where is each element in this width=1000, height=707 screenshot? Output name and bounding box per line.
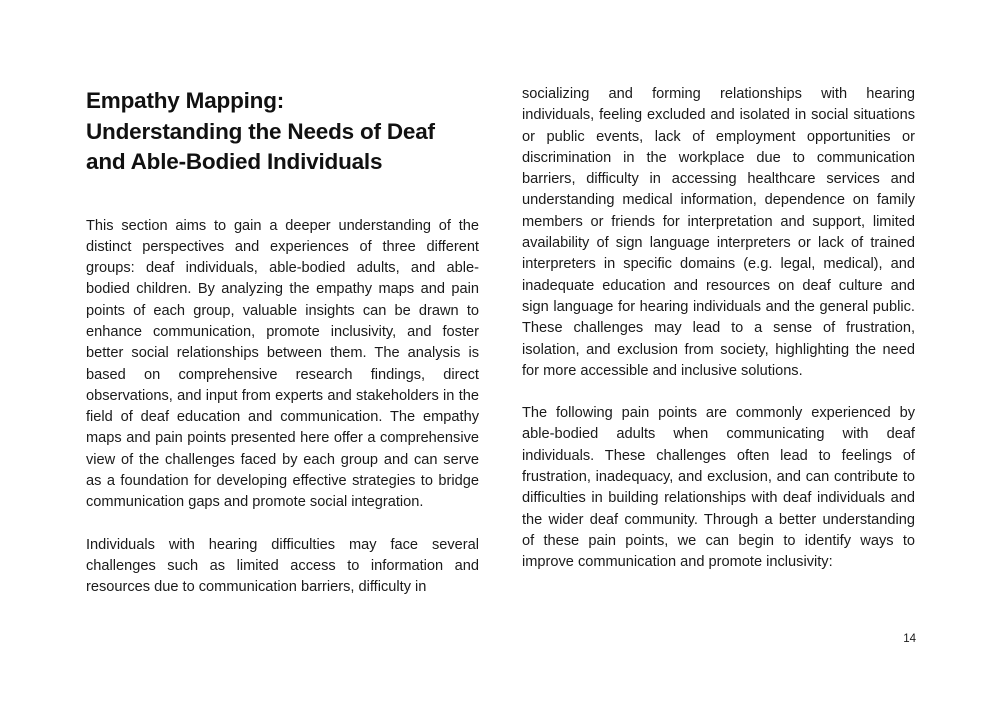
page-number: 14 [903, 633, 916, 645]
title-line-1: Empathy Mapping: [86, 88, 285, 113]
hearing-difficulties-paragraph: Individuals with hearing difficulties may face several challenges such as limited access to information and resources due to communication barriers, difficulty in [86, 536, 479, 596]
left-column [86, 86, 479, 599]
right-column [522, 84, 915, 574]
pain-points-paragraph: The following pain points are commonly experienced by able-bodied adults when communicating with deaf individuals. These challenges often lead to feelings of frustration, inadequacy, and exclusion, and can contribute to difficulties in building relationships with deaf individuals and the wider deaf community. Through a better understanding of these pain points, we can begin to identify ways to improve communication and promote inclusivity: [522, 405, 915, 571]
title-line-3: and Able-Bodied Individuals [86, 149, 383, 174]
title-line-2: Understanding the Needs of Deaf [86, 118, 435, 144]
page-title [86, 86, 479, 178]
challenges-continued-paragraph: socializing and forming relationships with hearing individuals, feeling excluded and isolated in social situations or public events, lack of employment opportunities or discrimination in the workplace due to communication barriers, difficulty in accessing healthcare services and understanding medical information, dependence on family members or friends for interpretation and support, limited availability of sign language interpreters or lack of trained interpreters in specific domains (e.g. legal, medical), and inadequate education and resources on deaf culture and sign language for hearing individuals and the general public. These challenges may lead to a sense of frustration, isolation, and exclusion from society, highlighting the need for more accessible and inclusive solutions. [522, 86, 915, 379]
intro-paragraph: This section aims to gain a deeper understanding of the distinct perspectives and experiences of three different groups: deaf individuals, able-bodied adults, and able-bodied children. By analyzing the empathy maps and pain points of each group, valuable insights can be drawn to enhance communication, promote inclusivity, and foster better social relationships between them. The analysis is based on comprehensive research findings, direct observations, and input from experts and stakeholders in the field of deaf education and communication. The empathy maps and pain points presented here offer a comprehensive view of the challenges faced by each group and can serve as a foundation for developing effective strategies to bridge communication gaps and promote social integration. [86, 217, 479, 511]
